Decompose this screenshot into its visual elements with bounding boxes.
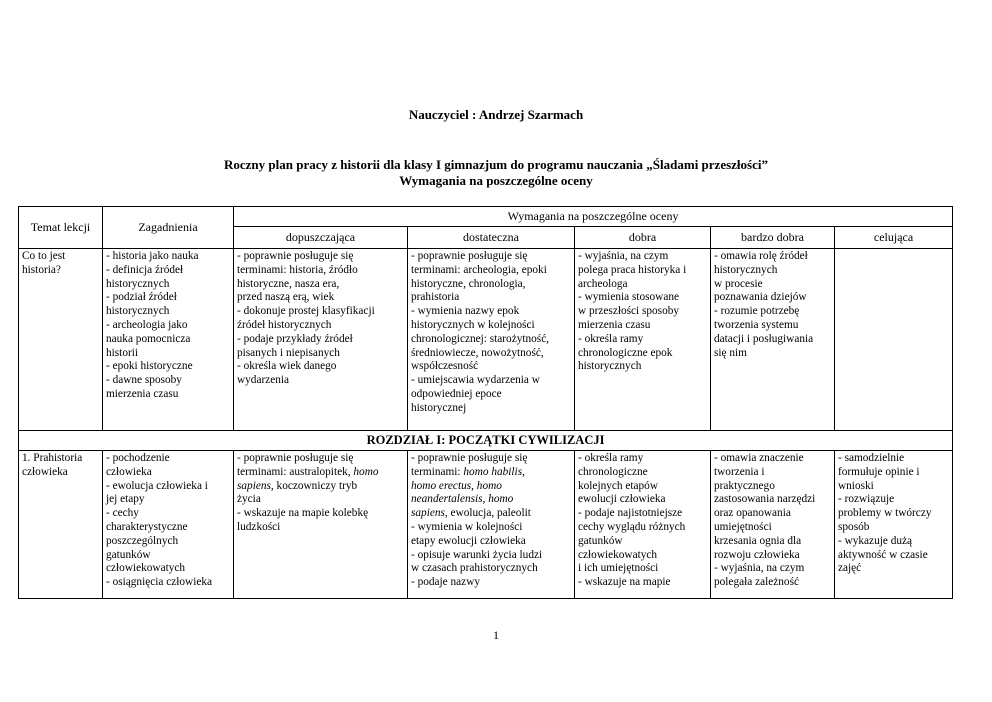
- cell-line: - pochodzenie: [106, 452, 170, 464]
- requirement-cell-dostateczna: [408, 451, 575, 599]
- cell-line: nauka pomocnicza: [106, 332, 191, 345]
- plan-subtitle: Wymagania na poszczególne oceny: [399, 173, 593, 188]
- cell-line: - określa ramy: [578, 332, 644, 345]
- header-issues: Zagadnienia: [103, 207, 234, 249]
- cell-line: - wymienia nazwy epok: [411, 305, 520, 318]
- cell-line: - podział źródeł: [106, 291, 177, 304]
- cell-line: - wymienia w kolejności: [411, 520, 523, 533]
- cell-line: w przeszłości sposoby: [578, 305, 680, 318]
- cell-line: - ewolucja człowieka i: [106, 479, 208, 492]
- cell-line: w procesie: [714, 277, 763, 290]
- cell-line: się nim: [714, 346, 747, 359]
- cell-line: - archeologia jako: [106, 318, 188, 331]
- cell-line: człowiekowatych: [578, 548, 658, 561]
- chapter-heading: ROZDZIAŁ I: POCZĄTKI CYWILIZACJI: [19, 431, 953, 451]
- cell-line: - wyjaśnia, na czym: [578, 250, 669, 262]
- cell-line: - poprawnie posługuje się: [237, 452, 354, 464]
- cell-line: historycznych w kolejności: [411, 318, 535, 331]
- requirement-cell-celujaca: [835, 451, 953, 599]
- requirement-cell-bardzo-dobra: [711, 451, 835, 599]
- cell-line: - dawne sposoby: [106, 374, 182, 387]
- cell-line: rozwoju człowieka: [714, 548, 800, 561]
- cell-line: - cechy: [106, 507, 139, 520]
- cell-line: terminami: homo habilis,: [411, 465, 525, 478]
- cell-line: źródeł historycznych: [237, 318, 332, 331]
- cell-line: - podaje przykłady źródeł: [237, 332, 353, 345]
- cell-line: prahistoria: [411, 291, 460, 304]
- grade-header: bardzo dobra: [711, 227, 835, 249]
- cell-line: chronologicznej: starożytność,: [411, 332, 550, 345]
- cell-line: poznawania dziejów: [714, 291, 807, 304]
- page-number: 1: [493, 628, 499, 642]
- cell-line: sapiens, ewolucja, paleolit: [411, 507, 531, 520]
- cell-line: historyczne, chronologia,: [411, 277, 526, 290]
- topic-cell: [19, 451, 103, 599]
- cell-line: terminami: australopitek, homo: [237, 465, 379, 478]
- cell-line: historycznych: [106, 277, 170, 290]
- cell-line: historycznych: [578, 360, 642, 373]
- cell-line: - rozwiązuje: [838, 493, 895, 506]
- cell-line: sposób: [838, 520, 870, 533]
- grade-header: celująca: [835, 227, 953, 249]
- cell-line: polegała zależność: [714, 576, 799, 589]
- cell-line: zajęć: [838, 562, 862, 575]
- cell-line: pisanych i niepisanych: [237, 346, 340, 359]
- chapter-row: [19, 431, 953, 451]
- cell-line: historycznych: [106, 305, 170, 318]
- cell-line: - podaje nazwy: [411, 576, 481, 589]
- cell-line: zastosowania narzędzi: [714, 493, 816, 506]
- cell-line: tworzenia systemu: [714, 318, 799, 331]
- cell-line: problemy w twórczy: [838, 507, 932, 520]
- cell-line: historyczne, nasza era,: [237, 277, 340, 290]
- cell-line: chronologiczne epok: [578, 346, 673, 359]
- cell-line: historii: [106, 346, 139, 359]
- requirements-table: [18, 206, 953, 599]
- grade-header: dostateczna: [408, 227, 575, 249]
- cell-line: gatunków: [578, 534, 623, 547]
- cell-line: oraz opanowania: [714, 507, 791, 520]
- cell-line: poszczególnych: [106, 534, 179, 547]
- cell-line: terminami: historia, źródło: [237, 263, 358, 276]
- requirement-cell-dobra: [575, 249, 711, 431]
- cell-line: - wskazuje na mapie: [578, 576, 671, 589]
- cell-line: neandertalensis, homo: [411, 493, 514, 506]
- cell-line: człowiekowatych: [106, 562, 186, 575]
- grade-header: dopuszczająca: [234, 227, 408, 249]
- cell-line: charakterystyczne: [106, 520, 188, 533]
- cell-line: - opisuje warunki życia ludzi: [411, 548, 543, 561]
- cell-line: - określa ramy: [578, 452, 644, 464]
- requirement-cell-dobra: [575, 451, 711, 599]
- cell-line: ewolucji człowieka: [578, 493, 666, 506]
- cell-line: sapiens, koczowniczy tryb: [237, 479, 358, 492]
- cell-line: gatunków: [106, 548, 151, 561]
- table-row: [19, 451, 953, 599]
- cell-line: - definicja źródeł: [106, 263, 184, 276]
- cell-line: - omawia rolę źródeł: [714, 250, 808, 262]
- cell-line: datacji i posługiwania: [714, 332, 814, 345]
- cell-line: - poprawnie posługuje się: [411, 452, 528, 464]
- requirement-cell-dopuszczajaca: [234, 451, 408, 599]
- cell-line: - wyjaśnia, na czym: [714, 562, 805, 575]
- cell-line: - historia jako nauka: [106, 250, 199, 262]
- cell-line: - rozumie potrzebę: [714, 305, 800, 318]
- cell-line: odpowiedniej epoce: [411, 387, 502, 400]
- cell-line: - wykazuje dużą: [838, 534, 913, 547]
- cell-line: homo erectus, homo: [411, 479, 502, 492]
- topic-cell: [19, 249, 103, 431]
- cell-line: - samodzielnie: [838, 452, 905, 464]
- cell-line: formułuje opinie i: [838, 465, 920, 478]
- cell-line: - poprawnie posługuje się: [237, 250, 354, 262]
- cell-line: chronologiczne: [578, 465, 648, 478]
- cell-line: i ich umiejętności: [578, 562, 659, 575]
- plan-title: Roczny plan pracy z historii dla klasy I gimnazjum do programu nauczania „Śladami przeszłości”: [224, 157, 768, 172]
- cell-line: archeologa: [578, 277, 628, 290]
- cell-line: średniowiecze, nowożytność,: [411, 346, 544, 359]
- cell-line: polega praca historyka i: [578, 263, 687, 276]
- cell-line: etapy ewolucji człowieka: [411, 534, 526, 547]
- cell-line: wnioski: [838, 479, 874, 492]
- cell-line: jej etapy: [106, 493, 145, 506]
- cell-line: - podaje najistotniejsze: [578, 507, 683, 520]
- cell-line: człowieka: [22, 465, 68, 478]
- cell-line: aktywność w czasie: [838, 548, 928, 561]
- cell-line: umiejętności: [714, 520, 772, 533]
- cell-line: tworzenia i: [714, 465, 765, 478]
- requirement-cell-dostateczna: [408, 249, 575, 431]
- cell-line: ludzkości: [237, 520, 281, 533]
- header-requirements: Wymagania na poszczególne oceny: [234, 207, 953, 227]
- cell-line: - omawia znaczenie: [714, 452, 804, 464]
- cell-line: krzesania ognia dla: [714, 534, 802, 547]
- cell-line: - osiągnięcia człowieka: [106, 576, 213, 589]
- cell-line: Co to jest: [22, 250, 66, 262]
- cell-line: wydarzenia: [237, 374, 290, 387]
- cell-line: - umiejscawia wydarzenia w: [411, 374, 540, 387]
- cell-line: w czasach prahistorycznych: [411, 562, 538, 575]
- cell-line: 1. Prahistoria: [22, 452, 83, 464]
- cell-line: cechy wyglądu różnych: [578, 520, 686, 533]
- cell-line: - epoki historyczne: [106, 360, 193, 373]
- header-topic: Temat lekcji: [19, 207, 103, 249]
- cell-line: - określa wiek danego: [237, 360, 337, 373]
- issues-cell: [103, 249, 234, 431]
- requirement-cell-bardzo-dobra: [711, 249, 835, 431]
- cell-line: życia: [237, 493, 261, 506]
- cell-line: współczesność: [411, 360, 479, 373]
- cell-line: terminami: archeologia, epoki: [411, 263, 547, 276]
- header-row: [19, 207, 953, 227]
- cell-line: - wymienia stosowane: [578, 291, 680, 304]
- cell-line: - wskazuje na mapie kolebkę: [237, 507, 369, 520]
- table-row: [19, 249, 953, 431]
- teacher-line: Nauczyciel : Andrzej Szarmach: [408, 107, 584, 122]
- cell-line: człowieka: [106, 465, 152, 478]
- cell-line: historycznych: [714, 263, 778, 276]
- requirement-cell-dopuszczajaca: [234, 249, 408, 431]
- cell-line: praktycznego: [714, 479, 775, 492]
- cell-line: historycznej: [411, 401, 467, 414]
- requirement-cell-celujaca: [835, 249, 953, 431]
- cell-line: mierzenia czasu: [578, 318, 651, 331]
- cell-line: mierzenia czasu: [106, 387, 179, 400]
- cell-line: przed naszą erą, wiek: [237, 291, 335, 304]
- cell-line: historia?: [22, 263, 61, 276]
- cell-line: - poprawnie posługuje się: [411, 250, 528, 262]
- cell-line: kolejnych etapów: [578, 479, 658, 492]
- issues-cell: [103, 451, 234, 599]
- grade-header: dobra: [575, 227, 711, 249]
- cell-line: - dokonuje prostej klasyfikacji: [237, 305, 375, 318]
